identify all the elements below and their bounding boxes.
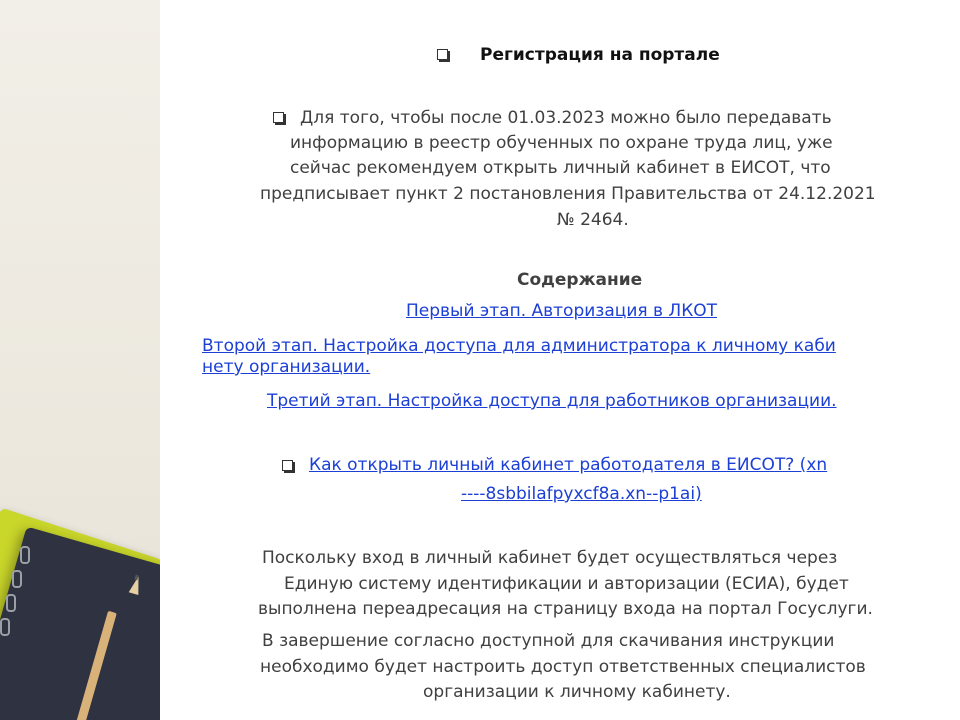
intro-line-2: информацию в реестр обученных по охране труда лиц, уже: [290, 133, 833, 153]
notebook-spiral: [20, 546, 30, 564]
stage-2-link-continuation[interactable]: нету организации.: [202, 357, 371, 377]
final-line-2: необходимо будет настроить доступ ответственных специалистов: [260, 657, 866, 677]
final-line-3: организации к личному кабинету.: [423, 682, 731, 702]
intro-line-5: № 2464.: [557, 210, 629, 230]
intro-line-4: предписывает пункт 2 постановления Правительства от 24.12.2021: [260, 184, 876, 204]
page-title: Регистрация на портале: [480, 45, 720, 65]
contents-heading: Содержание: [517, 270, 643, 290]
intro-line-1: Для того, чтобы после 01.03.2023 можно было передавать: [300, 108, 832, 128]
checkbox-bullet-icon: [273, 112, 284, 123]
notebook-spiral: [0, 618, 10, 636]
esia-line-3: выполнена переадресация на страницу входа на портал Госуслуги.: [258, 599, 873, 619]
esia-line-1: Поскольку вход в личный кабинет будет осуществляться через: [262, 548, 838, 568]
notebook-spiral: [12, 570, 22, 588]
decorative-sidebar: [0, 0, 160, 720]
final-line-1: В завершение согласно доступной для скачивания инструкции: [262, 631, 835, 651]
esia-line-2: Единую систему идентификации и авторизации (ЕСИА), будет: [284, 574, 849, 594]
howto-link[interactable]: Как открыть личный кабинет работодателя в ЕИСОТ? (xn: [309, 455, 828, 475]
stage-2-link[interactable]: Второй этап. Настройка доступа для администратора к личному каби: [202, 336, 836, 356]
stage-1-link[interactable]: Первый этап. Авторизация в ЛКОТ: [406, 301, 718, 321]
intro-line-3: сейчас рекомендуем открыть личный кабинет в ЕИСОТ, что: [290, 158, 831, 178]
notebook-spiral: [6, 594, 16, 612]
checkbox-bullet-icon: [282, 460, 293, 471]
howto-link-continuation[interactable]: ----8sbbilafpyxcf8a.xn--p1ai): [461, 484, 702, 504]
stage-3-link[interactable]: Третий этап. Настройка доступа для работников организации.: [267, 391, 837, 411]
checkbox-bullet-icon: [437, 49, 448, 60]
